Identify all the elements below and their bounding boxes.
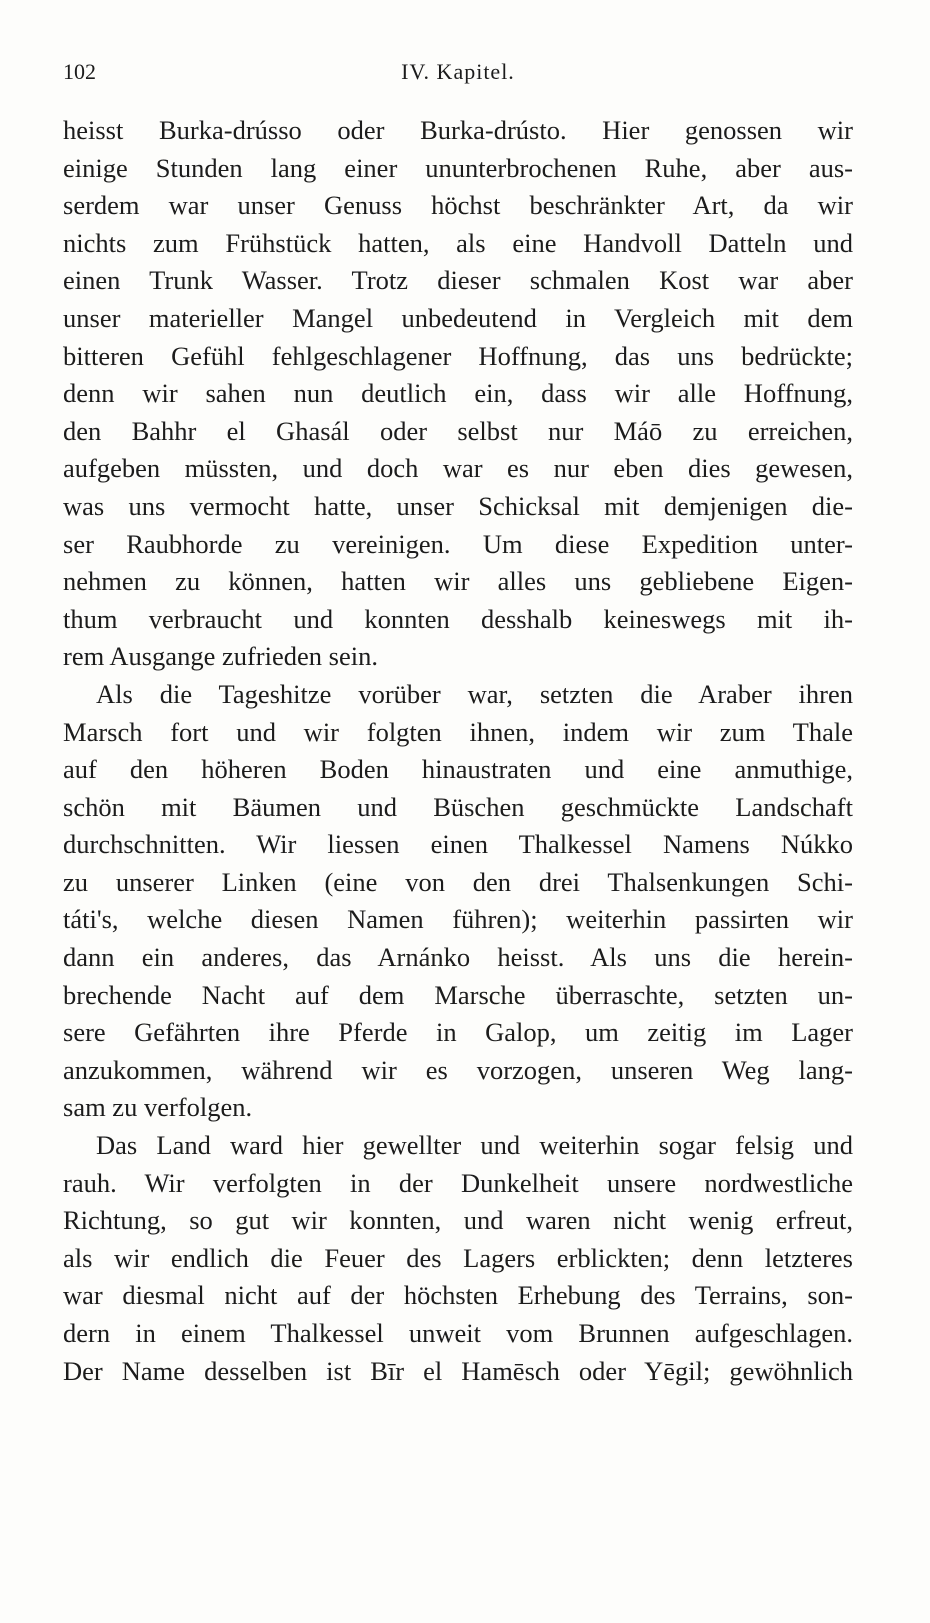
text-line: thum verbraucht und konnten desshalb keineswegs mit ih- (63, 603, 853, 634)
text-line: anzukommen, während wir es vorzogen, unseren Weg lang- (63, 1054, 853, 1085)
text-line: schön mit Bäumen und Büschen geschmückte Landschaft (63, 791, 853, 822)
text-line: ser Raubhorde zu vereinigen. Um diese Expedition unter- (63, 528, 853, 559)
text-line: durchschnitten. Wir liessen einen Thalkessel Namens Núkko (63, 829, 853, 860)
text-line: den Bahhr el Ghasál oder selbst nur Máō zu erreichen, (63, 415, 853, 446)
text-line: Marsch fort und wir folgten ihnen, indem wir zum Thale (63, 716, 853, 747)
text-line: als wir endlich die Feuer des Lagers erblickten; denn letzteres (63, 1242, 853, 1273)
text-line: rauh. Wir verfolgten in der Dunkelheit unsere nordwestliche (63, 1167, 853, 1198)
text-line: heisst Burka-drússo oder Burka-drústo. Hier genossen wir (63, 115, 853, 145)
text-line: Richtung, so gut wir konnten, und waren nicht wenig erfreut, (63, 1205, 853, 1236)
text-line: Das Land ward hier gewellter und weiterhin sogar felsig und (96, 1130, 853, 1161)
text-line: auf den höheren Boden hinaustraten und eine anmuthige, (63, 754, 853, 785)
text-line: rem Ausgange zufrieden sein. (63, 641, 378, 672)
text-line: sere Gefährten ihre Pferde in Galop, um zeitig im Lager (63, 1017, 853, 1048)
text-line: unser materieller Mangel unbedeutend in Vergleich mit dem (63, 302, 853, 333)
text-line: denn wir sahen nun deutlich ein, dass wir alle Hoffnung, (63, 378, 853, 409)
text-line: brechende Nacht auf dem Marsche überraschte, setzten un- (63, 979, 853, 1010)
text-line: aufgeben müssten, und doch war es nur eben dies gewesen, (63, 453, 853, 484)
text-line: nehmen zu können, hatten wir alles uns gebliebene Eigen- (63, 566, 853, 597)
text-line: nichts zum Frühstück hatten, als eine Handvoll Datteln und (63, 227, 853, 258)
text-line: einige Stunden lang einer ununterbrochenen Ruhe, aber aus- (63, 152, 853, 183)
body-text (63, 112, 853, 1390)
text-line: was uns vermocht hatte, unser Schicksal mit demjenigen die- (63, 490, 853, 521)
text-line: Der Name desselben ist Bīr el Hamēsch oder Yēgil; gewöhnlich (63, 1355, 853, 1386)
page-header (63, 56, 853, 88)
running-head: IV. Kapitel. (401, 59, 515, 84)
page-number: 102 (63, 59, 96, 84)
text-line: dern in einem Thalkessel unweit vom Brunnen aufgeschlagen. (63, 1318, 853, 1348)
text-line: Als die Tageshitze vorüber war, setzten die Araber ihren (96, 678, 853, 709)
text-line: einen Trunk Wasser. Trotz dieser schmalen Kost war aber (63, 265, 853, 296)
text-line: sam zu verfolgen. (63, 1092, 253, 1123)
text-line: táti's, welche diesen Namen führen); weiterhin passirten wir (63, 904, 853, 935)
text-line: bitteren Gefühl fehlgeschlagener Hoffnung, das uns bedrückte; (63, 340, 853, 371)
text-line: zu unserer Linken (eine von den drei Thalsenkungen Schi- (63, 866, 853, 897)
text-line: serdem war unser Genuss höchst beschränkter Art, da wir (63, 190, 853, 221)
text-line: war diesmal nicht auf der höchsten Erhebung des Terrains, son- (63, 1280, 853, 1311)
text-line: dann ein anderes, das Arnánko heisst. Als uns die herein- (63, 942, 853, 973)
